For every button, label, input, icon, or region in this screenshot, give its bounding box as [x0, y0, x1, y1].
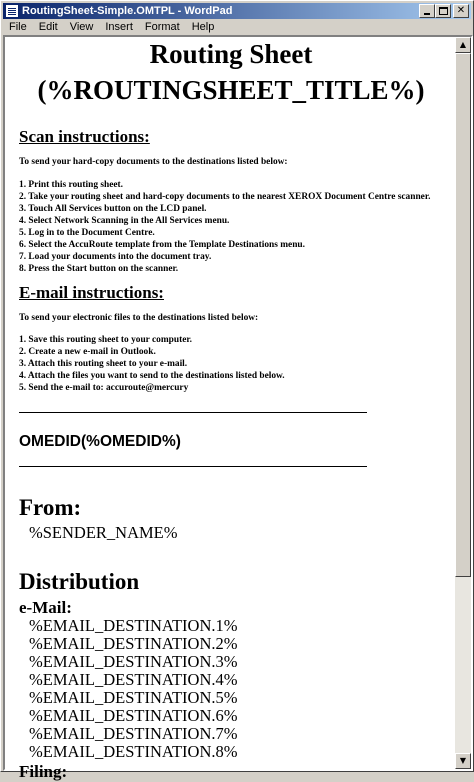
window-title: RoutingSheet-Simple.OMTPL - WordPad	[22, 5, 233, 17]
email-destination: %EMAIL_DESTINATION.3%	[29, 652, 238, 671]
document-title: Routing Sheet	[149, 39, 313, 69]
email-step: 4. Attach the files you want to send to the destinations listed below.	[19, 371, 285, 381]
window-controls	[419, 4, 469, 18]
menu-insert[interactable]: Insert	[105, 21, 133, 33]
scan-step: 7. Load your documents into the document tray.	[19, 252, 212, 262]
scroll-down-button[interactable]	[455, 753, 471, 769]
email-steps	[19, 334, 285, 394]
email-step: 2. Create a new e-mail in Outlook.	[19, 347, 156, 357]
email-destination: %EMAIL_DESTINATION.4%	[29, 670, 238, 689]
email-intro: To send your electronic files to the destinations listed below:	[19, 313, 259, 323]
document-subtitle: (%ROUTINGSHEET_TITLE%)	[37, 75, 425, 105]
title-bar[interactable]	[3, 3, 471, 19]
scrollbar-thumb[interactable]	[455, 53, 471, 577]
maximize-icon	[439, 7, 448, 15]
email-destination: %EMAIL_DESTINATION.8%	[29, 742, 238, 761]
menu-format[interactable]: Format	[144, 21, 180, 33]
menu-file[interactable]: File	[9, 21, 27, 33]
menu-bar	[3, 20, 471, 34]
email-step: 3. Attach this routing sheet to your e-mail.	[19, 359, 188, 369]
minimize-button[interactable]	[419, 4, 435, 18]
scan-heading: Scan instructions:	[19, 127, 150, 146]
email-heading: E-mail instructions:	[19, 283, 164, 302]
menu-help[interactable]: Help	[191, 21, 215, 33]
scan-step: 1. Print this routing sheet.	[19, 180, 123, 190]
scan-step: 4. Select Network Scanning in the All Services menu.	[19, 216, 230, 226]
arrow-down-icon: ▼	[459, 756, 467, 765]
scan-step: 2. Take your routing sheet and hard-copy documents to the nearest XEROX Document Centre scanner.	[19, 192, 431, 202]
email-destination: %EMAIL_DESTINATION.2%	[29, 634, 238, 653]
divider-bottom	[19, 466, 367, 467]
scan-step: 5. Log in to the Document Centre.	[19, 228, 155, 238]
minimize-icon	[424, 13, 430, 15]
scroll-up-button[interactable]	[455, 37, 471, 53]
scan-steps	[19, 179, 430, 275]
distribution-heading: Distribution	[19, 569, 140, 594]
divider-top	[19, 412, 367, 413]
wordpad-app-icon[interactable]	[5, 4, 19, 18]
document-area[interactable]	[5, 37, 457, 781]
close-icon: ✕	[456, 5, 466, 16]
scan-step: 6. Select the AccuRoute template from the Template Destinations menu.	[19, 240, 305, 250]
menu-edit[interactable]: Edit	[38, 21, 58, 33]
email-destination: %EMAIL_DESTINATION.5%	[29, 688, 238, 707]
scan-step: 8. Press the Start button on the scanner.	[19, 264, 179, 274]
maximize-button[interactable]	[435, 4, 451, 18]
sender-name: %SENDER_NAME%	[29, 523, 178, 542]
close-button[interactable]	[453, 4, 469, 18]
email-destination: %EMAIL_DESTINATION.6%	[29, 706, 238, 725]
email-destination-list	[29, 617, 238, 761]
scan-step: 3. Touch All Services button on the LCD panel.	[19, 204, 207, 214]
filing-label: Filing:	[19, 762, 68, 781]
arrow-up-icon: ▲	[459, 40, 467, 49]
email-destination: %EMAIL_DESTINATION.7%	[29, 724, 238, 743]
email-step: 5. Send the e-mail to: accuroute@mercury	[19, 383, 189, 393]
omedid-field: OMEDID(%OMEDID%)	[19, 433, 181, 450]
menu-view[interactable]: View	[69, 21, 94, 33]
vertical-scrollbar[interactable]	[455, 37, 471, 769]
email-step: 1. Save this routing sheet to your computer.	[19, 335, 193, 345]
email-destination: %EMAIL_DESTINATION.1%	[29, 616, 238, 635]
from-heading: From:	[19, 495, 82, 520]
scan-intro: To send your hard-copy documents to the destinations listed below:	[19, 157, 288, 167]
document-frame	[3, 35, 473, 781]
email-label: e-Mail:	[19, 598, 72, 617]
